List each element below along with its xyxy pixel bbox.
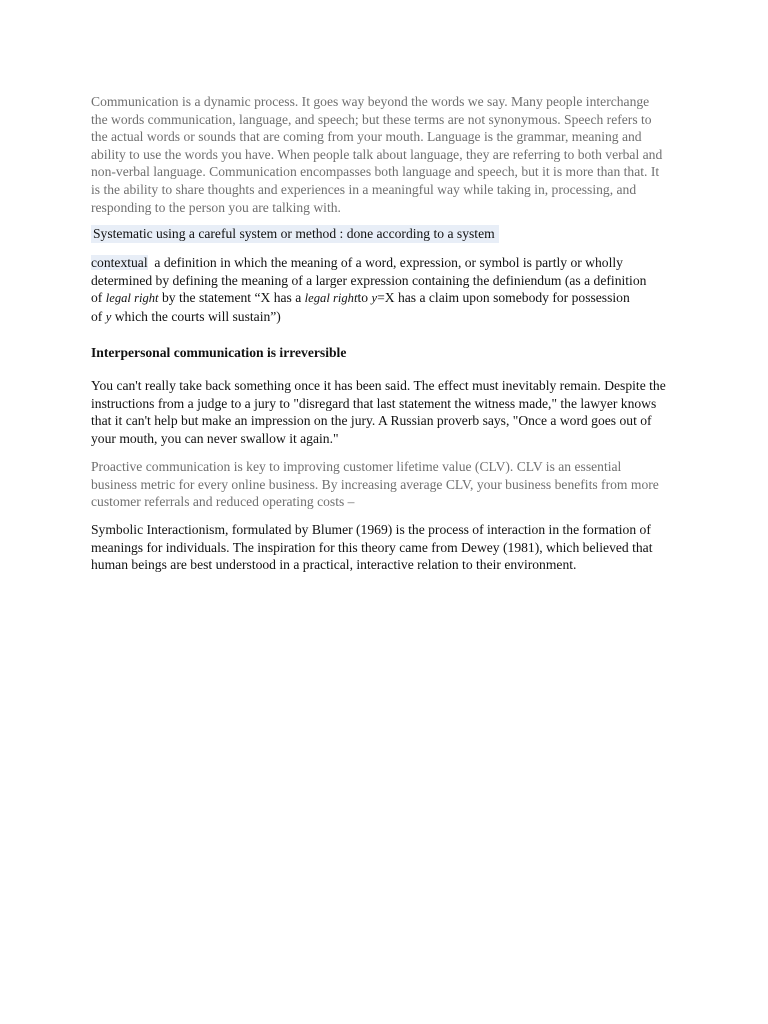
contextual-line-3	[91, 289, 681, 308]
irreversible-paragraph	[91, 377, 681, 447]
paragraph-line: Proactive communication is key to improving customer lifetime value (CLV). CLV is an essential	[91, 459, 622, 474]
contextual-text: to	[357, 290, 372, 306]
contextual-text: =X has a claim upon somebody for possession	[377, 290, 630, 306]
paragraph-line: You can't really take back something once it has been said. The effect must inevitably remain. Despite the	[91, 378, 666, 393]
contextual-line-2: determined by defining the meaning of a larger expression containing the definiendum (as a definition	[91, 272, 647, 288]
contextual-definition	[91, 254, 681, 326]
contextual-italic: y	[371, 291, 378, 306]
paragraph-line: the words communication, language, and speech; but these terms are not synonymous. Speech refers to	[91, 111, 652, 127]
contextual-text: which the courts will sustain”)	[111, 308, 281, 324]
contextual-italic: legal right	[105, 291, 159, 306]
paragraph-line: meanings for individuals. The inspiration for this theory came from Dewey (1981), which believed that	[91, 539, 653, 555]
paragraph-line: business metric for every online business. By increasing average CLV, your business benefits from more	[91, 476, 659, 492]
contextual-italic: legal right	[304, 291, 358, 306]
paragraph-line: is the ability to share thoughts and experiences in a meaningful way while taking in, processing, and	[91, 181, 637, 197]
paragraph-line: instructions from a judge to a jury to "disregard that last statement the witness made," the lawyer knows	[91, 395, 657, 411]
section-heading: Interpersonal communication is irreversible	[91, 345, 347, 360]
contextual-line-1-text: a definition in which the meaning of a word, expression, or symbol is partly or wholly	[154, 255, 623, 270]
contextual-text: of	[91, 308, 106, 324]
paragraph-line: Symbolic Interactionism, formulated by Blumer (1969) is the process of interaction in the formation of	[91, 522, 651, 537]
communication-paragraph	[91, 93, 681, 216]
paragraph-line: responding to the person you are talking with.	[91, 199, 341, 215]
contextual-text: of	[91, 290, 106, 306]
contextual-italic: y	[105, 309, 112, 324]
contextual-text: by the statement “X has a	[158, 290, 305, 306]
paragraph-line: that it can't help but make an impression on the jury. A Russian proverb says, "Once a word goes out of	[91, 413, 652, 429]
paragraph-line: the actual words or sounds that are coming from your mouth. Language is the grammar, meaning and	[91, 129, 642, 145]
contextual-line-1	[91, 254, 681, 272]
paragraph-line: your mouth, you can never swallow it again."	[91, 430, 339, 446]
contextual-term: contextual	[91, 255, 148, 270]
paragraph-line: Communication is a dynamic process. It goes way beyond the words we say. Many people interchange	[91, 94, 650, 109]
paragraph-line: human beings are best understood in a practical, interactive relation to their environment.	[91, 557, 577, 573]
paragraph-line: ability to use the words you have. When people talk about language, they are referring to both verbal and	[91, 146, 663, 162]
paragraph-line: customer referrals and reduced operating costs –	[91, 494, 355, 510]
paragraph-line: non-verbal language. Communication encompasses both language and speech, but it is more than that. It	[91, 164, 660, 180]
symbolic-paragraph	[91, 521, 681, 574]
clv-paragraph	[91, 458, 681, 511]
contextual-line-4	[91, 308, 681, 327]
systematic-definition: Systematic using a careful system or method : done according to a system	[91, 225, 499, 243]
